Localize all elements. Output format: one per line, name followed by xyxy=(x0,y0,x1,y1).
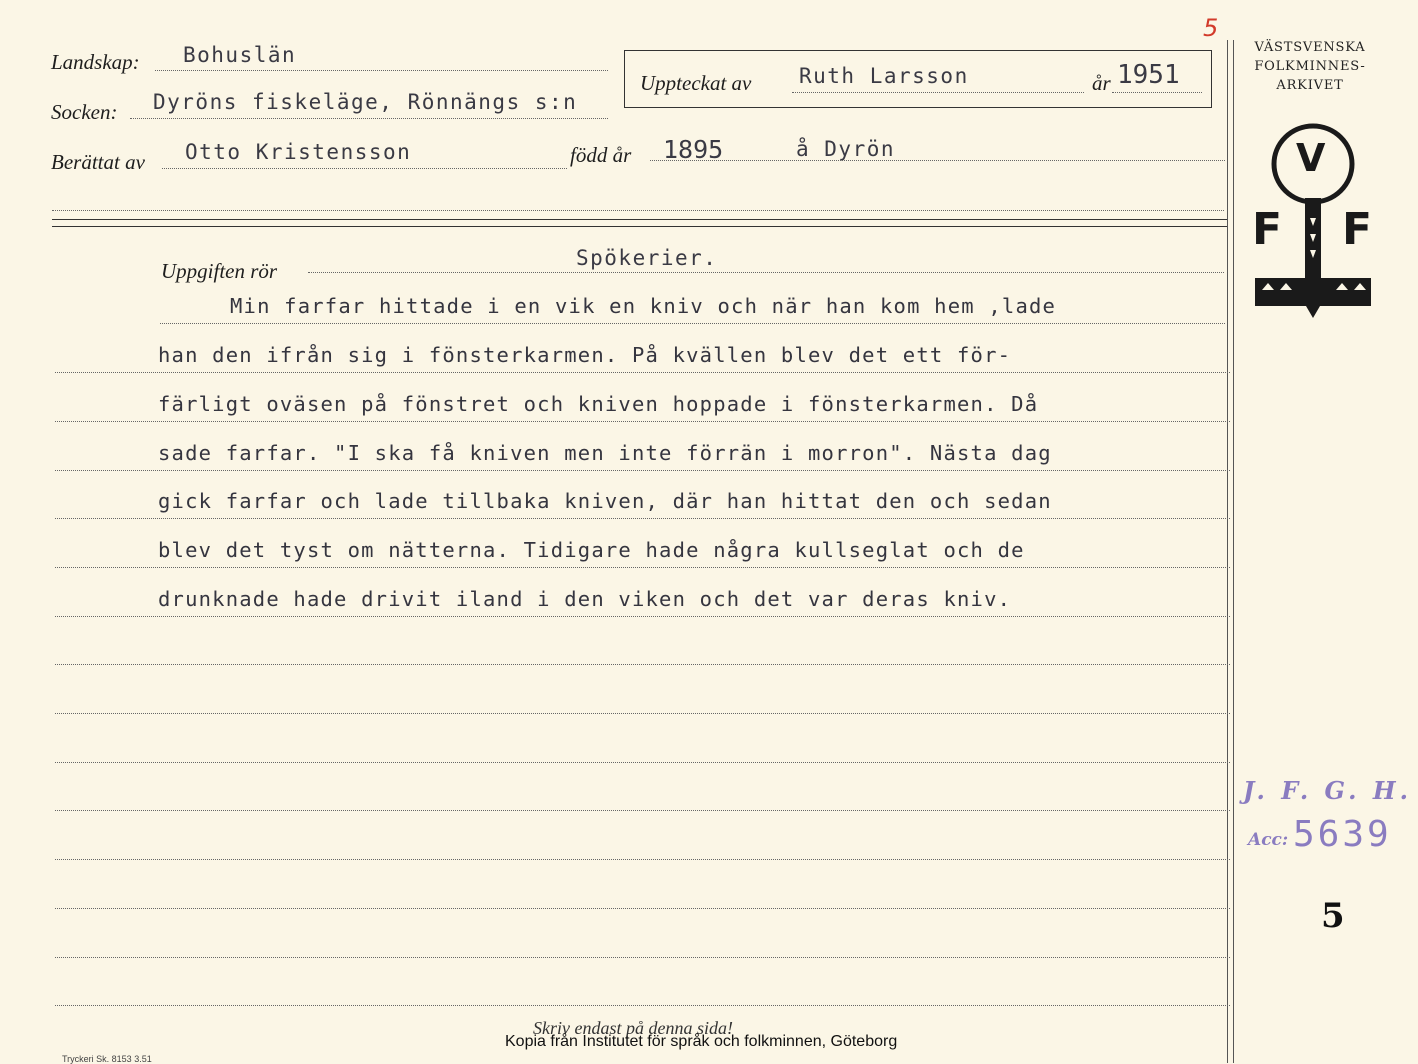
ruled-line xyxy=(55,762,1230,763)
ruled-line xyxy=(55,810,1230,811)
ruled-line xyxy=(55,859,1230,860)
subject-value: Spökerier. xyxy=(576,246,718,270)
uppteck-label: Uppteckat av xyxy=(640,71,752,95)
ar-value: 1951 xyxy=(1117,60,1180,90)
body-text-line: han den ifrån sig i fönsterkarmen. På kvällen blev det ett för- xyxy=(158,343,1012,367)
ruled-line xyxy=(55,372,1230,373)
ruled-line xyxy=(55,567,1230,568)
ruled-line xyxy=(55,664,1230,665)
ruled-line xyxy=(55,470,1230,471)
print-code: Tryckeri Sk. 8153 3.51 xyxy=(62,1054,152,1064)
header-blank-line xyxy=(52,210,1224,211)
uppteck-line xyxy=(792,92,1084,93)
socken-line xyxy=(130,118,608,119)
header-rule-top xyxy=(52,219,1227,220)
archive-name-line3: ARKIVET xyxy=(1276,78,1344,93)
hammer-logo-icon xyxy=(1250,118,1376,324)
right-column-divider xyxy=(1227,40,1228,1063)
ar-label: år xyxy=(1092,71,1111,95)
landskap-label: Landskap: xyxy=(51,50,140,74)
fodd-place: å Dyrön xyxy=(796,137,896,161)
ruled-line xyxy=(55,713,1230,714)
corner-page-number: 5 xyxy=(1203,14,1219,42)
subject-line xyxy=(308,272,1224,273)
logo-letter-v: V xyxy=(1296,136,1326,180)
archive-name-line1: VÄSTSVENSKA xyxy=(1254,40,1366,55)
landskap-line xyxy=(155,70,608,71)
body-text-line: färligt oväsen på fönstret och kniven hoppade i fönsterkarmen. Då xyxy=(158,392,1039,416)
body-text-line: gick farfar och lade tillbaka kniven, där han hittat den och sedan xyxy=(158,489,1052,513)
body-text-line: sade farfar. "I ska få kniven men inte förrän i morron". Nästa dag xyxy=(158,441,1052,465)
berattat-line xyxy=(162,168,567,169)
acc-number: 5639 xyxy=(1293,814,1392,855)
ruled-line xyxy=(55,908,1230,909)
ruled-line xyxy=(160,323,1225,324)
ar-line xyxy=(1112,92,1202,93)
ruled-line xyxy=(55,616,1230,617)
body-text-line: Min farfar hittade i en vik en kniv och när han kom hem ,lade xyxy=(230,294,1057,318)
body-text-line: drunknade hade drivit iland i den viken och det var deras kniv. xyxy=(158,587,1012,611)
logo-letter-f-left: F xyxy=(1252,204,1283,255)
logo-letter-f-right: F xyxy=(1342,204,1373,255)
header-rule-bottom xyxy=(52,226,1227,227)
ruled-line xyxy=(55,957,1230,958)
right-column-divider-inner xyxy=(1233,40,1234,1063)
ruled-line xyxy=(55,1005,1230,1006)
berattat-label: Berättat av xyxy=(51,150,145,174)
footer-copy: Kopia från Institutet för språk och folkminnen, Göteborg xyxy=(505,1033,898,1050)
berattat-value: Otto Kristensson xyxy=(185,140,412,164)
acc-label: Acc: xyxy=(1248,830,1289,850)
footer-note: Skriv endast på denna sida! xyxy=(533,1018,733,1038)
fodd-year: 1895 xyxy=(663,135,724,164)
fodd-line xyxy=(650,160,1225,161)
fodd-label: född år xyxy=(570,143,632,167)
body-text-line: blev det tyst om nätterna. Tidigare hade några kullseglat och de xyxy=(158,538,1025,562)
ruled-line xyxy=(55,421,1230,422)
landskap-value: Bohuslän xyxy=(183,43,297,67)
socken-label: Socken: xyxy=(51,100,118,124)
ruled-line xyxy=(55,518,1230,519)
ifgh-stamp: J. F. G. H. xyxy=(1243,776,1412,805)
subject-label: Uppgiften rör xyxy=(161,259,278,283)
socken-value: Dyröns fiskeläge, Rönnängs s:n xyxy=(153,90,578,114)
uppteck-value: Ruth Larsson xyxy=(799,64,969,88)
archive-name-line2: FOLKMINNES- xyxy=(1254,59,1366,74)
page-number: 5 xyxy=(1321,896,1345,936)
